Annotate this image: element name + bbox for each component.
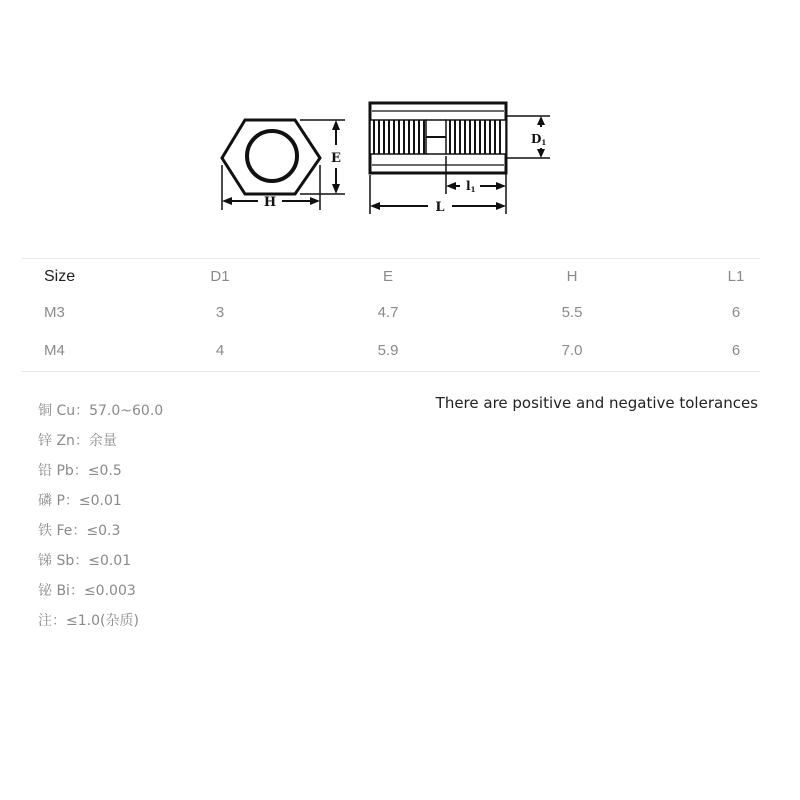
label-l: L [435, 200, 445, 215]
composition-item: 磷 P：≤0.01 [38, 493, 122, 509]
side-section-view [370, 103, 550, 215]
composition-item: 铅 Pb：≤0.5 [38, 463, 122, 479]
table-row [22, 333, 760, 371]
tolerance-note: There are positive and negative tolerances [435, 394, 758, 412]
cell-l1: 6 [731, 304, 741, 321]
label-h: H [263, 195, 277, 210]
cell-h: 7.0 [561, 342, 583, 359]
technical-drawing [0, 0, 800, 240]
cell-d1: 3 [215, 304, 225, 321]
composition-item: 铁 Fe：≤0.3 [38, 523, 121, 539]
table-header [22, 259, 760, 295]
cell-l1: 6 [731, 342, 741, 359]
label-l1: l1 [466, 179, 476, 194]
composition-item: 铜 Cu：57.0~60.0 [38, 403, 164, 419]
spec-table [22, 258, 760, 372]
header-d1: D1 [210, 268, 230, 285]
cell-size: M4 [44, 342, 65, 359]
label-e: E [331, 151, 341, 166]
cell-h: 5.5 [561, 304, 583, 321]
header-h: H [566, 268, 578, 285]
composition-item: 铋 Bi：≤0.003 [38, 583, 136, 599]
cell-e: 5.9 [377, 342, 399, 359]
label-d1: D1 [531, 132, 547, 147]
header-size: Size [44, 268, 76, 285]
header-l1: L1 [727, 268, 745, 285]
material-composition [38, 396, 163, 636]
header-e: E [382, 268, 393, 285]
hex-end-view [222, 120, 345, 210]
composition-item: 锌 Zn：余量 [38, 433, 117, 449]
composition-item: 注：≤1.0(杂质) [38, 613, 139, 629]
table-row [22, 295, 760, 333]
cell-size: M3 [44, 304, 65, 321]
cell-d1: 4 [215, 342, 225, 359]
cell-e: 4.7 [377, 304, 399, 321]
composition-item: 锑 Sb：≤0.01 [38, 553, 132, 569]
